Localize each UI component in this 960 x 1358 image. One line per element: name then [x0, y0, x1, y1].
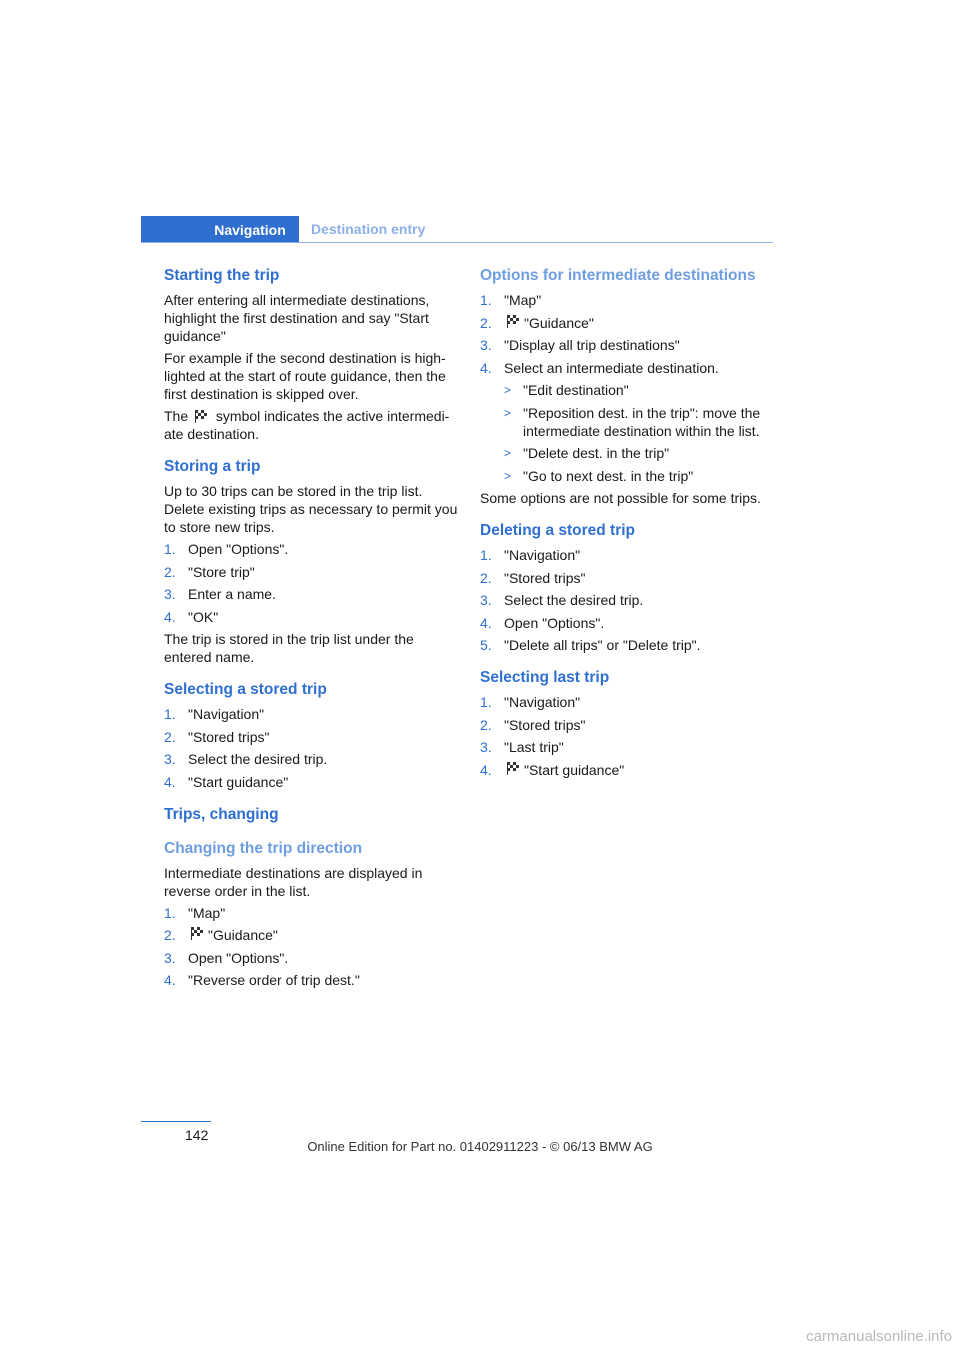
step-text: "Map" [188, 904, 226, 921]
step-number: 4. [480, 614, 492, 631]
step-number: 1. [164, 706, 176, 722]
step-text: "Navigation" [504, 694, 581, 710]
list-item [480, 636, 770, 654]
step-text: "Navigation" [188, 706, 265, 722]
checkered-flag-icon [506, 761, 520, 775]
list-item [480, 693, 770, 711]
step-number: 1. [480, 547, 492, 563]
footer-rule [141, 1121, 211, 1122]
heading-starting-trip: Starting the trip [164, 267, 280, 284]
step-number: 3. [480, 592, 492, 608]
step-number: 3. [164, 586, 176, 602]
list-item [480, 314, 770, 332]
text-fragment: The [164, 408, 189, 424]
sub-item-text: "Reposition dest. in the trip": move the intermediate destination within the list. [523, 404, 761, 439]
list-item [164, 728, 459, 746]
chapter-title: Navigation [214, 221, 286, 238]
step-text: "Store trip" [188, 563, 255, 580]
step-text: Open "Options". [188, 949, 289, 966]
step-text: Enter a name. [188, 586, 276, 602]
list-item [164, 949, 459, 967]
step-number: 5. [480, 637, 492, 653]
heading-options-intermediate: Options for intermediate destinations [480, 267, 756, 284]
edition-notice: Online Edition for Part no. 01402911223 - © 06/13 BMW AG [307, 1139, 653, 1154]
header-rule [141, 242, 773, 243]
step-number: 3. [480, 337, 492, 353]
step-number: 1. [480, 292, 492, 308]
step-number: 4. [480, 359, 492, 376]
list-item [164, 971, 459, 989]
step-number: 2. [164, 728, 176, 745]
checkered-flag-icon [506, 314, 520, 328]
sub-item-text: "Delete dest. in the trip" [523, 445, 670, 461]
step-number: 1. [480, 694, 492, 710]
step-text: "Stored trips" [188, 728, 270, 745]
step-text: Open "Options". [504, 614, 605, 631]
list-item [164, 608, 459, 626]
step-number: 4. [164, 608, 176, 625]
list-item [480, 591, 770, 609]
arrow-icon: > [504, 383, 512, 397]
arrow-icon: > [504, 468, 512, 483]
right-column [480, 262, 770, 783]
paragraph: For example if the second destination is high-lighted at the start of route guidance, then the first destination is skipped over. [164, 350, 446, 402]
heading-selecting-last-trip: Selecting last trip [480, 669, 610, 686]
sub-item [504, 444, 770, 462]
step-text: "Delete all trips" or "Delete trip". [504, 637, 701, 653]
step-text: Open "Options". [188, 541, 289, 557]
sub-item [504, 404, 770, 440]
chapter-tab [141, 216, 299, 243]
arrow-icon: > [504, 405, 512, 420]
step-number: 1. [164, 541, 176, 557]
step-text: "Map" [504, 292, 542, 308]
subheading-trip-direction: Changing the trip direction [164, 839, 363, 857]
step-number: 4. [480, 761, 492, 778]
heading-selecting-stored-trip: Selecting a stored trip [164, 681, 327, 698]
list-item [164, 904, 459, 922]
sub-item-text: "Go to next dest. in the trip" [523, 467, 694, 484]
heading-trips-changing: Trips, changing [164, 805, 279, 823]
heading-deleting-stored-trip: Deleting a stored trip [480, 522, 636, 539]
list-item [480, 359, 770, 377]
paragraph: After entering all intermediate destinations, highlight the first destination and say "Start guidance" [164, 292, 430, 344]
paragraph: The trip is stored in the trip list under the entered name. [164, 631, 414, 665]
step-text: "Stored trips" [504, 716, 586, 733]
step-number: 2. [480, 716, 492, 733]
checkered-flag-icon [194, 409, 208, 423]
list-item [164, 773, 459, 791]
step-text: "Start guidance" [524, 761, 625, 778]
step-number: 1. [164, 904, 176, 921]
step-text: Select the desired trip. [504, 592, 644, 608]
step-text: "Start guidance" [188, 773, 289, 790]
step-number: 2. [480, 569, 492, 586]
sub-item-text: "Edit destination" [523, 382, 629, 398]
paragraph: Intermediate destinations are displayed in reverse order in the list. [164, 864, 423, 899]
text-fragment: symbol indicates the active intermedi-ate destination. [164, 408, 450, 442]
list-item [480, 336, 770, 354]
step-text: "Display all trip destinations" [504, 337, 680, 353]
step-text: "Navigation" [504, 547, 581, 563]
list-item [164, 705, 459, 723]
list-item [164, 926, 459, 944]
sub-item [504, 467, 770, 485]
section-title: Destination entry [311, 221, 426, 237]
list-item [480, 716, 770, 734]
step-text: "Stored trips" [504, 569, 586, 586]
paragraph [164, 407, 459, 443]
list-item [480, 761, 770, 779]
step-number: 4. [164, 972, 176, 988]
step-number: 2. [480, 314, 492, 331]
step-text: "Last trip" [504, 739, 564, 755]
checkered-flag-icon [190, 926, 204, 940]
page-number: 142 [185, 1127, 209, 1143]
watermark: carmanualsonline.info [806, 1328, 952, 1345]
step-number: 2. [164, 927, 176, 943]
list-item [164, 540, 459, 558]
step-number: 3. [164, 949, 176, 966]
step-text: "Reverse order of trip dest." [188, 972, 360, 988]
step-text: Select an intermediate destination. [504, 359, 719, 376]
step-number: 3. [164, 751, 176, 767]
list-item [480, 291, 770, 309]
list-item [480, 614, 770, 632]
paragraph: Some options are not possible for some trips. [480, 490, 761, 506]
list-item [480, 738, 770, 756]
arrow-icon: > [504, 446, 512, 460]
list-item [480, 569, 770, 587]
list-item [164, 585, 459, 603]
sub-item [504, 381, 770, 399]
heading-storing-trip: Storing a trip [164, 458, 261, 475]
step-number: 4. [164, 773, 176, 790]
list-item [480, 546, 770, 564]
list-item [164, 563, 459, 581]
step-text: Select the desired trip. [188, 751, 328, 767]
step-number: 3. [480, 739, 492, 755]
step-text: "OK" [188, 608, 219, 625]
paragraph: Up to 30 trips can be stored in the trip list. Delete existing trips as necessary to permit you to store new trips. [164, 483, 458, 535]
list-item [164, 750, 459, 768]
left-column [164, 262, 459, 994]
step-text: "Guidance" [524, 314, 594, 331]
step-text: "Guidance" [208, 927, 278, 943]
step-number: 2. [164, 563, 176, 580]
